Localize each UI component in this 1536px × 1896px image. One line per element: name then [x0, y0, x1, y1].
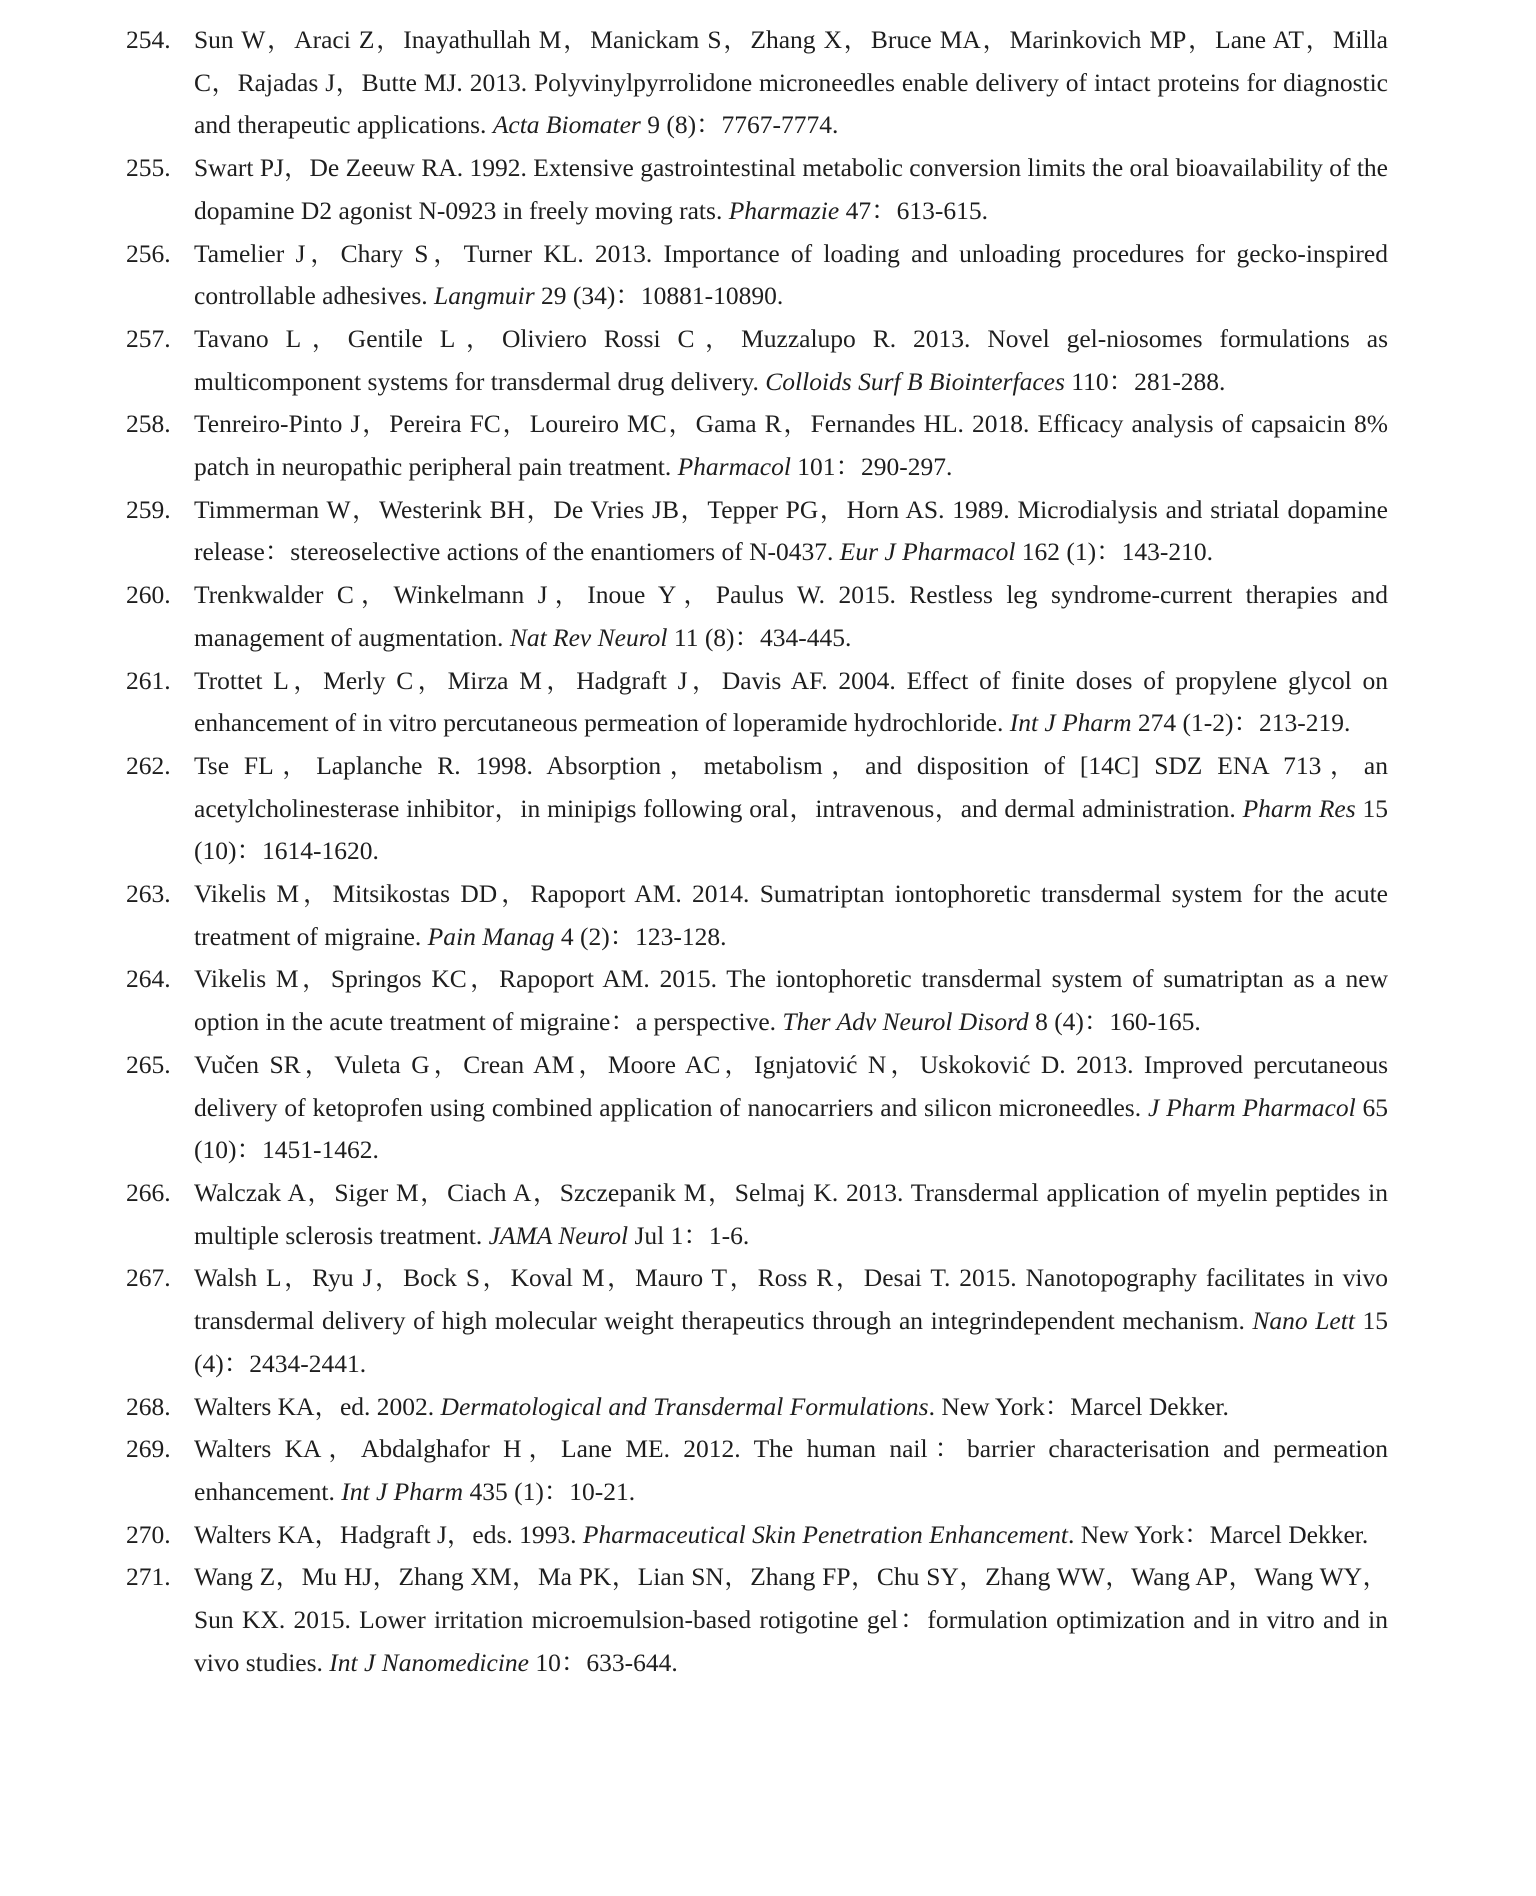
reference-text [194, 318, 1388, 403]
reference-volume-pages: 4 (2)：123-128. [554, 921, 727, 951]
journal-name: Ther Adv Neurol Disord [782, 1007, 1029, 1037]
reference-authors-title: Vikelis M，Springos KC，Rapoport AM. 2015. The iontophoretic transdermal system of sumatriptan as a new option in the acute treatment of migraine：a perspective. [194, 964, 1388, 1037]
reference-text [194, 19, 1388, 147]
reference-volume-pages: 15 (4)：2434-2441. [194, 1306, 1388, 1378]
reference-volume-pages: 10：633-644. [529, 1647, 678, 1677]
journal-name: J Pharm Pharmacol [1147, 1092, 1356, 1122]
reference-number: 269. [126, 1434, 171, 1464]
reference-item-256 [126, 233, 1388, 318]
reference-volume-pages: Jul 1：1-6. [628, 1220, 750, 1250]
journal-name: Pharmazie [728, 195, 840, 225]
reference-authors-title: Walczak A，Siger M，Ciach A，Szczepanik M，Selmaj K. 2013. Transdermal application of myelin peptides in multiple sclerosis treatment. [194, 1177, 1388, 1250]
book-title: Pharmaceutical Skin Penetration Enhancement [582, 1519, 1068, 1549]
reference-authors-title: Sun W，Araci Z，Inayathullah M，Manickam S，Zhang X，Bruce MA，Marinkovich MP，Lane AT，Milla C，Rajadas J，Butte MJ. 2013. Polyvinylpyrrolidone microneedles enable delivery of intact proteins for diagnostic and therapeutic applications. [194, 25, 1388, 140]
reference-number: 270. [126, 1519, 171, 1549]
reference-volume-pages: 162 (1)：143-210. [1015, 537, 1214, 567]
reference-text [194, 745, 1388, 873]
reference-text [194, 489, 1388, 574]
reference-volume-pages: 9 (8)：7767-7774. [640, 110, 839, 140]
reference-authors-title: Tse FL，Laplanche R. 1998. Absorption，metabolism，and disposition of [14C] SDZ ENA 713，an acetylcholinesterase inhibitor，in minipigs following oral，intravenous，and dermal administration. [194, 750, 1388, 823]
reference-item-269 [126, 1428, 1388, 1513]
reference-volume-pages: 11 (8)：434-445. [667, 622, 852, 652]
reference-authors-title: Tavano L，Gentile L，Oliviero Rossi C，Muzzalupo R. 2013. Novel gel-niosomes formulations as multicomponent systems for transdermal drug delivery. [194, 323, 1388, 396]
reference-text [194, 873, 1388, 958]
journal-name: Nano Lett [1252, 1306, 1355, 1336]
reference-text [194, 147, 1388, 232]
reference-number: 271. [126, 1562, 171, 1592]
reference-authors-title: Vučen SR，Vuleta G，Crean AM，Moore AC，Ignjatović N，Uskoković D. 2013. Improved percutaneous delivery of ketoprofen using combined application of nanocarriers and silicon microneedles. [194, 1049, 1388, 1122]
journal-name: Colloids Surf B Biointerfaces [765, 366, 1065, 396]
reference-authors-title: Walsh L，Ryu J，Bock S，Koval M，Mauro T，Ross R，Desai T. 2015. Nanotopography facilitates in vivo transdermal delivery of high molecular weight therapeutics through an integrindependent mechanism. [194, 1263, 1388, 1336]
reference-authors-title: Walters KA，ed. 2002. [194, 1391, 441, 1421]
reference-item-260 [126, 574, 1388, 659]
journal-name: Langmuir [434, 281, 535, 311]
reference-authors-title: Walters KA，Abdalghafor H，Lane ME. 2012. The human nail：barrier characterisation and permeation enhancement. [194, 1434, 1388, 1506]
reference-number: 263. [126, 879, 171, 909]
reference-item-266 [126, 1172, 1388, 1257]
reference-authors-title: Tenreiro-Pinto J，Pereira FC，Loureiro MC，Gama R，Fernandes HL. 2018. Efficacy analysis of capsaicin 8% patch in neuropathic peripheral pain treatment. [194, 409, 1388, 482]
reference-item-271 [126, 1556, 1388, 1684]
reference-number: 259. [126, 494, 171, 524]
reference-authors-title: Walters KA，Hadgraft J，eds. 1993. [194, 1519, 583, 1549]
reference-number: 265. [126, 1049, 171, 1079]
reference-authors-title: Timmerman W，Westerink BH，De Vries JB，Tepper PG，Horn AS. 1989. Microdialysis and striatal dopamine release：stereoselective actions of the enantiomers of N-0437. [194, 494, 1388, 567]
reference-authors-title: Wang Z，Mu HJ，Zhang XM，Ma PK，Lian SN，Zhang FP，Chu SY，Zhang WW，Wang AP，Wang WY，Sun KX. 2015. Lower irritation microemulsion-based rotigotine gel：formulation optimization and in vitro and in vivo studies. [194, 1562, 1388, 1677]
reference-publisher: . New York：Marcel Dekker. [1067, 1519, 1369, 1549]
reference-number: 268. [126, 1391, 171, 1421]
reference-number: 260. [126, 580, 171, 610]
reference-authors-title: Tamelier J，Chary S，Turner KL. 2013. Importance of loading and unloading procedures for gecko-inspired controllable adhesives. [194, 238, 1388, 311]
reference-volume-pages: 101：290-297. [790, 452, 953, 482]
reference-volume-pages: 274 (1-2)：213-219. [1131, 708, 1351, 738]
reference-text [194, 403, 1388, 488]
journal-name: Nat Rev Neurol [509, 622, 668, 652]
reference-list [126, 19, 1388, 1684]
reference-text [194, 1386, 1388, 1429]
reference-text [194, 958, 1388, 1043]
reference-text [194, 1428, 1388, 1513]
reference-volume-pages: 110：281-288. [1064, 366, 1226, 396]
journal-name: Int J Pharm [1009, 708, 1132, 738]
reference-number: 258. [126, 409, 171, 439]
reference-text [194, 1172, 1388, 1257]
reference-number: 257. [126, 323, 171, 353]
reference-item-261 [126, 660, 1388, 745]
reference-item-265 [126, 1044, 1388, 1172]
reference-item-264 [126, 958, 1388, 1043]
journal-name: JAMA Neurol [488, 1220, 629, 1250]
reference-text [194, 1257, 1388, 1385]
reference-number: 264. [126, 964, 171, 994]
reference-item-257 [126, 318, 1388, 403]
reference-text [194, 233, 1388, 318]
reference-item-255 [126, 147, 1388, 232]
reference-volume-pages: 15 (10)：1614-1620. [194, 793, 1389, 866]
reference-text [194, 1044, 1388, 1172]
reference-volume-pages: 65 (10)：1451-1462. [194, 1092, 1389, 1165]
reference-number: 255. [126, 153, 171, 183]
reference-item-262 [126, 745, 1388, 873]
reference-number: 261. [126, 665, 171, 695]
journal-name: Eur J Pharmacol [839, 537, 1016, 567]
reference-authors-title: Trenkwalder C，Winkelmann J，Inoue Y，Paulus W. 2015. Restless leg syndrome-current therapies and management of augmentation. [194, 580, 1388, 652]
book-title: Dermatological and Transdermal Formulations [440, 1391, 929, 1421]
reference-number: 256. [126, 238, 171, 268]
reference-item-263 [126, 873, 1388, 958]
reference-volume-pages: 29 (34)：10881-10890. [534, 281, 784, 311]
reference-item-267 [126, 1257, 1388, 1385]
journal-name: Int J Nanomedicine [329, 1647, 529, 1677]
journal-name: Pain Manag [427, 921, 555, 951]
reference-authors-title: Vikelis M，Mitsikostas DD，Rapoport AM. 2014. Sumatriptan iontophoretic transdermal system for the acute treatment of migraine. [194, 879, 1388, 951]
reference-item-259 [126, 489, 1388, 574]
reference-publisher: . New York：Marcel Dekker. [928, 1391, 1229, 1421]
reference-item-268 [126, 1386, 1388, 1429]
reference-number: 254. [126, 25, 171, 54]
reference-item-258 [126, 403, 1388, 488]
journal-name: Pharmacol [677, 452, 791, 482]
reference-item-254 [126, 19, 1388, 147]
reference-number: 267. [126, 1263, 171, 1293]
reference-text [194, 1514, 1388, 1557]
reference-authors-title: Trottet L，Merly C，Mirza M，Hadgraft J，Davis AF. 2004. Effect of finite doses of propylene glycol on enhancement of in vitro percutaneous permeation of loperamide hydrochloride. [194, 665, 1388, 738]
reference-number: 262. [126, 750, 171, 780]
reference-item-270 [126, 1514, 1388, 1557]
reference-authors-title: Swart PJ，De Zeeuw RA. 1992. Extensive gastrointestinal metabolic conversion limits the oral bioavailability of the dopamine D2 agonist N-0923 in freely moving rats. [194, 153, 1389, 225]
journal-name: Acta Biomater [492, 110, 641, 140]
reference-number: 266. [126, 1177, 171, 1207]
reference-text [194, 574, 1388, 659]
reference-text [194, 1556, 1388, 1684]
reference-volume-pages: 435 (1)：10-21. [463, 1476, 636, 1506]
reference-volume-pages: 47：613-615. [839, 195, 988, 225]
journal-name: Int J Pharm [341, 1476, 464, 1506]
reference-volume-pages: 8 (4)：160-165. [1028, 1007, 1201, 1037]
reference-text [194, 660, 1388, 745]
journal-name: Pharm Res [1242, 793, 1356, 823]
